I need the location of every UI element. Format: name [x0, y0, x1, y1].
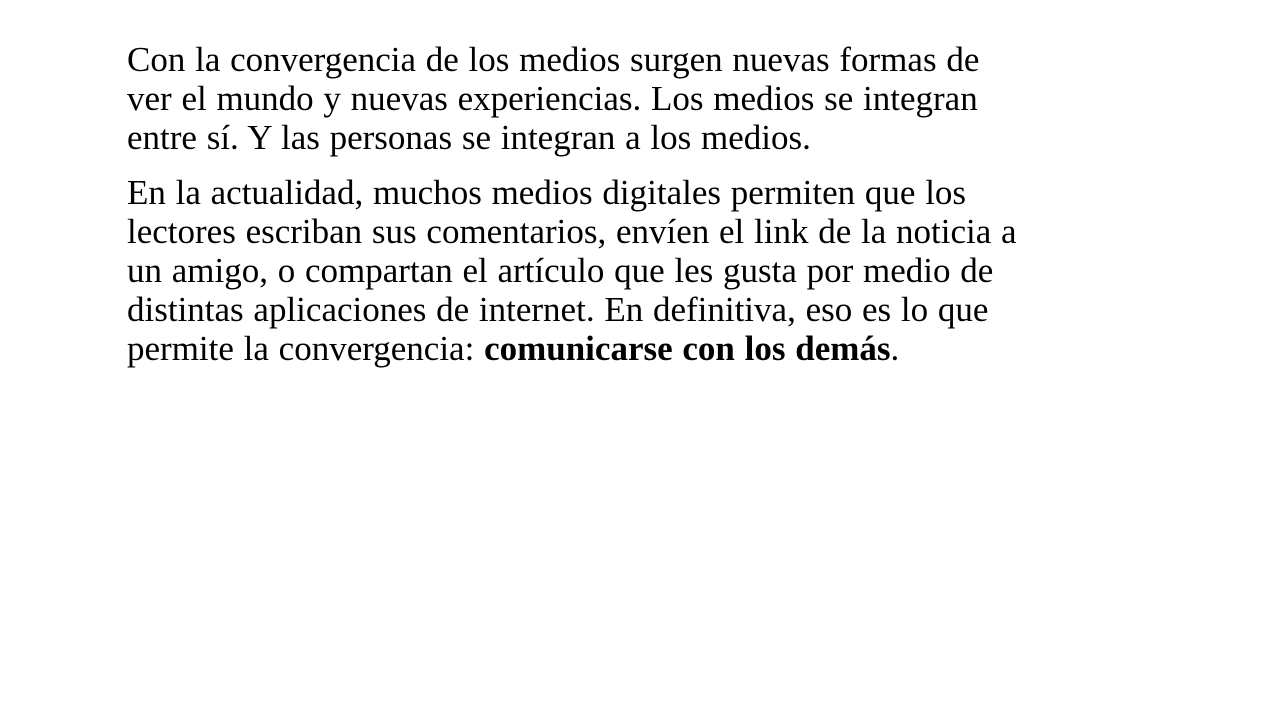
emphasized-phrase: comunicarse con los demás — [484, 329, 891, 368]
final-line-prefix: permite la convergencia: — [127, 329, 485, 368]
text-line: distintas aplicaciones de internet. En definitiva, eso es lo que — [127, 290, 989, 329]
text-line-final — [127, 329, 1217, 368]
slide-body-text — [127, 40, 1217, 368]
final-line-suffix: . — [890, 329, 900, 368]
text-line: En la actualidad, muchos medios digitales permiten que los — [127, 173, 967, 212]
text-line: un amigo, o compartan el artículo que les gusta por medio de — [127, 251, 994, 290]
text-line: lectores escriban sus comentarios, envíen el link de la noticia a — [127, 212, 1017, 251]
paragraph-convergence-intro — [127, 40, 1217, 157]
text-line: entre sí. Y las personas se integran a los medios. — [127, 118, 811, 157]
paragraph-digital-media — [127, 173, 1217, 368]
text-line: Con la convergencia de los medios surgen nuevas formas de — [127, 40, 980, 79]
text-line: ver el mundo y nuevas experiencias. Los medios se integran — [127, 79, 978, 118]
